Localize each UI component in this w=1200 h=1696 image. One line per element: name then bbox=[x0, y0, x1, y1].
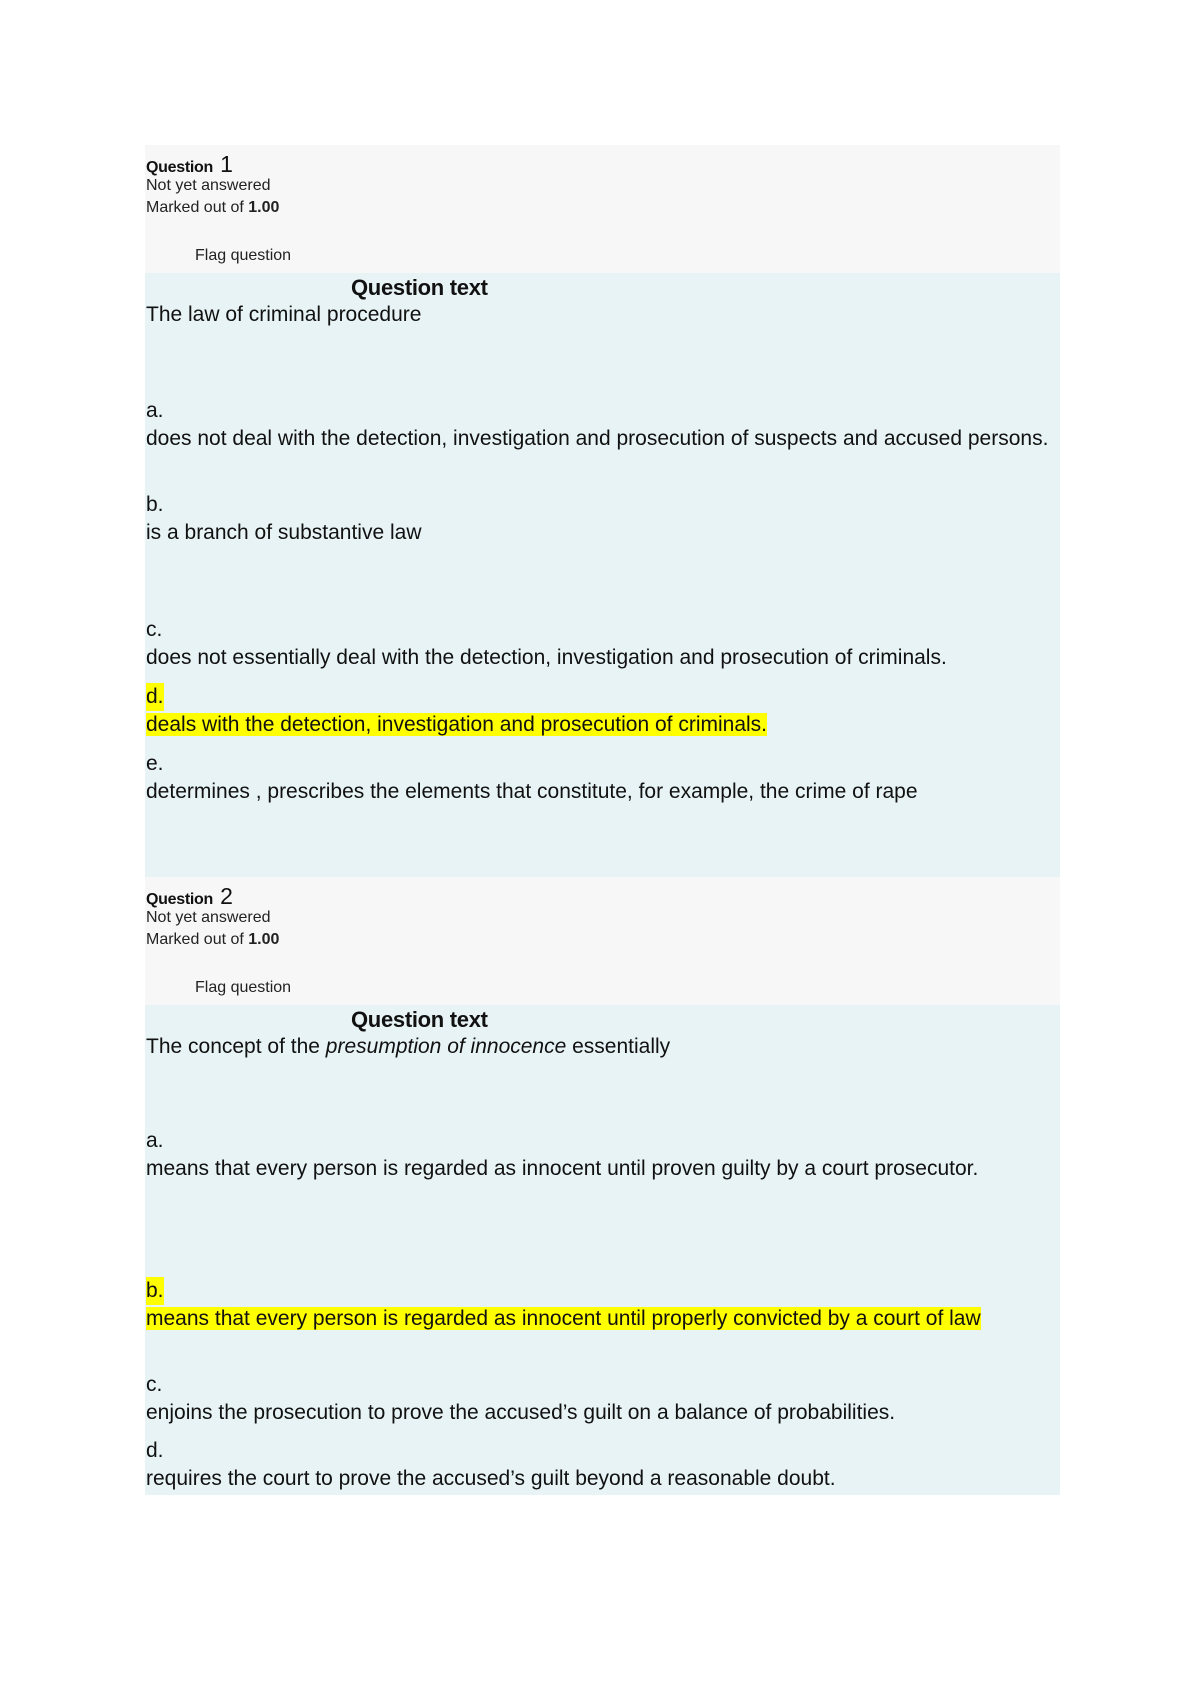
question-content bbox=[145, 1005, 1060, 1495]
question-title bbox=[146, 883, 233, 910]
option-text: is a branch of substantive law bbox=[146, 521, 422, 544]
option-a[interactable] bbox=[146, 1127, 1056, 1183]
option-b-highlighted[interactable] bbox=[146, 1277, 1056, 1333]
question-info bbox=[145, 877, 1060, 1005]
marks-prefix: Marked out of bbox=[146, 931, 249, 948]
question-info bbox=[145, 145, 1060, 273]
question-number: 2 bbox=[220, 883, 233, 909]
stem-before: The concept of the bbox=[146, 1035, 326, 1058]
option-letter: d. bbox=[146, 683, 164, 711]
option-text: deals with the detection, investigation and prosecution of criminals. bbox=[146, 713, 768, 736]
question-title bbox=[146, 151, 233, 178]
option-text: means that every person is regarded as innocent until proven guilty by a court prosecutor. bbox=[146, 1157, 979, 1180]
question-status: Not yet answered bbox=[146, 909, 271, 926]
option-letter: e. bbox=[146, 752, 164, 775]
stem-italic: presumption of innocence bbox=[325, 1035, 567, 1058]
option-letter: c. bbox=[146, 1373, 163, 1396]
option-c[interactable] bbox=[146, 616, 1056, 672]
question-marks bbox=[146, 931, 279, 949]
question-2 bbox=[145, 877, 1060, 1495]
question-label: Question bbox=[146, 891, 213, 908]
question-stem bbox=[146, 1035, 670, 1059]
question-text-heading: Question text bbox=[351, 275, 488, 300]
option-letter: a. bbox=[146, 1129, 164, 1152]
option-a[interactable] bbox=[146, 397, 1056, 453]
option-d[interactable] bbox=[146, 1437, 1056, 1493]
option-text: does not deal with the detection, investigation and prosecution of suspects and accused persons. bbox=[146, 427, 1049, 450]
option-e[interactable] bbox=[146, 750, 1056, 806]
option-letter: b. bbox=[146, 1277, 164, 1305]
option-text: requires the court to prove the accused’s guilt beyond a reasonable doubt. bbox=[146, 1467, 836, 1490]
question-status: Not yet answered bbox=[146, 177, 271, 194]
option-letter: c. bbox=[146, 618, 163, 641]
stem-after: essentially bbox=[566, 1035, 671, 1058]
option-text: determines , prescribes the elements that constitute, for example, the crime of rape bbox=[146, 780, 918, 803]
question-text-heading: Question text bbox=[351, 1007, 488, 1032]
option-letter: b. bbox=[146, 493, 164, 516]
option-text: enjoins the prosecution to prove the accused’s guilt on a balance of probabilities. bbox=[146, 1401, 896, 1424]
flag-question-link[interactable]: Flag question bbox=[195, 247, 292, 264]
flag-question-link[interactable]: Flag question bbox=[195, 979, 292, 996]
marks-prefix: Marked out of bbox=[146, 199, 249, 216]
question-1 bbox=[145, 145, 1060, 877]
question-stem: The law of criminal procedure bbox=[146, 303, 422, 326]
option-letter: a. bbox=[146, 399, 164, 422]
option-letter: d. bbox=[146, 1439, 164, 1462]
option-b[interactable] bbox=[146, 491, 1056, 547]
option-text: does not essentially deal with the detection, investigation and prosecution of criminals. bbox=[146, 646, 947, 669]
marks-value: 1.00 bbox=[248, 931, 280, 948]
question-content bbox=[145, 273, 1060, 877]
option-c[interactable] bbox=[146, 1371, 1056, 1427]
question-label: Question bbox=[146, 159, 213, 176]
question-marks bbox=[146, 199, 279, 217]
question-number: 1 bbox=[220, 151, 233, 177]
option-d-highlighted[interactable] bbox=[146, 683, 1056, 739]
marks-value: 1.00 bbox=[248, 199, 280, 216]
option-text: means that every person is regarded as innocent until properly convicted by a court of law bbox=[146, 1307, 981, 1330]
